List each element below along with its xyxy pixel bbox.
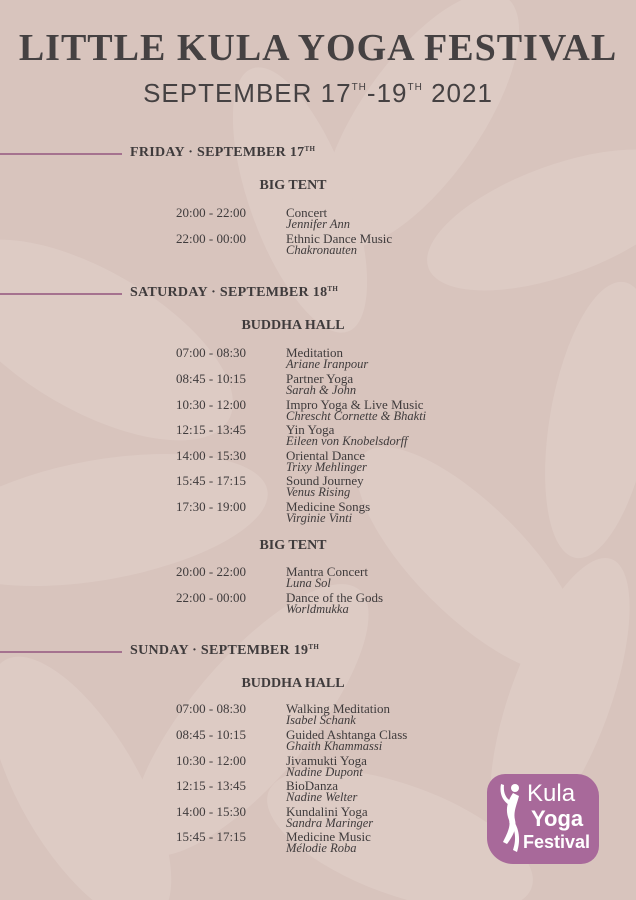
schedule-row [176,590,476,616]
logo-word-yoga: Yoga [531,806,584,831]
day-divider-line [0,293,122,295]
session-time: 14:00 - 15:30 [176,804,247,819]
schedule-row [176,753,476,779]
venue-heading: BUDDHA HALL [241,676,345,691]
schedule-row [176,499,476,525]
session-artist: Eileen von Knobelsdorff [286,434,408,448]
schedule-row [176,397,476,423]
session-artist: Chakronauten [286,243,358,257]
schedule-row [176,778,476,804]
session-event: Walking Meditation [286,701,391,716]
schedule-row [176,727,476,753]
schedule-row [176,829,476,855]
venue-heading: BIG TENT [259,178,327,193]
session-artist: Ghaith Khammassi [286,739,383,753]
festival-title: LITTLE KULA YOGA FESTIVAL [18,27,618,69]
session-event: Impro Yoga & Live Music [286,397,424,412]
session-time: 12:15 - 13:45 [176,778,247,793]
schedule-row [176,231,476,257]
session-artist: Chrescht Cornette & Bhakti [286,409,427,423]
schedule-row [176,804,476,830]
session-time: 22:00 - 00:00 [176,231,247,246]
session-time: 15:45 - 17:15 [176,473,247,488]
session-time: 10:30 - 12:00 [176,397,247,412]
session-artist: Jennifer Ann [286,217,350,231]
session-artist: Ariane Iranpour [286,357,369,371]
session-artist: Venus Rising [286,485,351,499]
logo-word-kula: Kula [527,780,576,807]
day-divider-line [0,651,122,653]
festival-dates: SEPTEMBER 17TH-19TH 2021 [143,78,493,108]
session-artist: Sarah & John [286,383,357,397]
session-time: 08:45 - 10:15 [176,727,247,742]
schedule-row [176,205,476,231]
session-event: Jivamukti Yoga [286,753,367,768]
session-artist: Isabel Schank [286,713,356,727]
session-time: 08:45 - 10:15 [176,371,247,386]
day-heading-sunday: SUNDAY · SEPTEMBER 19TH [130,643,320,658]
day-heading-friday: FRIDAY · SEPTEMBER 17TH [130,145,316,160]
schedule-row [176,473,476,499]
session-time: 17:30 - 19:00 [176,499,247,514]
session-time: 10:30 - 12:00 [176,753,247,768]
session-artist: Nadine Dupont [286,765,363,779]
session-time: 20:00 - 22:00 [176,205,247,220]
schedule-row [176,371,476,397]
session-event: Oriental Dance [286,448,366,463]
session-event: Concert [286,205,328,220]
logo-word-festival: Festival [523,832,591,852]
session-artist: Worldmukka [286,602,349,616]
schedule-row [176,422,476,448]
schedule-row [176,564,476,590]
session-event: BioDanza [286,778,338,793]
session-event: Sound Journey [286,473,364,488]
session-artist: Trixy Mehlinger [286,460,367,474]
session-artist: Sandra Maringer [286,816,374,830]
session-event: Kundalini Yoga [286,804,368,819]
session-event: Partner Yoga [286,371,354,386]
venue-heading: BIG TENT [259,538,327,553]
kula-yoga-festival-logo [487,774,599,864]
session-event: Meditation [286,345,344,360]
day-divider-line [0,153,122,155]
session-event: Yin Yoga [286,422,335,437]
day-heading-saturday: SATURDAY · SEPTEMBER 18TH [130,285,339,300]
session-artist: Nadine Welter [286,790,358,804]
session-artist: Virginie Vinti [286,511,353,525]
session-artist: Mélodie Roba [286,841,357,855]
session-time: 15:45 - 17:15 [176,829,247,844]
session-time: 12:15 - 13:45 [176,422,247,437]
schedule-row [176,345,476,371]
session-event: Ethnic Dance Music [286,231,393,246]
venue-heading: BUDDHA HALL [241,318,345,333]
session-event: Guided Ashtanga Class [286,727,408,742]
schedule-row [176,701,476,727]
session-artist: Luna Sol [286,576,331,590]
session-event: Medicine Songs [286,499,371,514]
session-event: Dance of the Gods [286,590,384,605]
session-event: Mantra Concert [286,564,368,579]
session-time: 14:00 - 15:30 [176,448,247,463]
session-time: 07:00 - 08:30 [176,701,247,716]
session-time: 07:00 - 08:30 [176,345,247,360]
schedule-row [176,448,476,474]
session-time: 22:00 - 00:00 [176,590,247,605]
session-event: Medicine Music [286,829,371,844]
session-time: 20:00 - 22:00 [176,564,247,579]
